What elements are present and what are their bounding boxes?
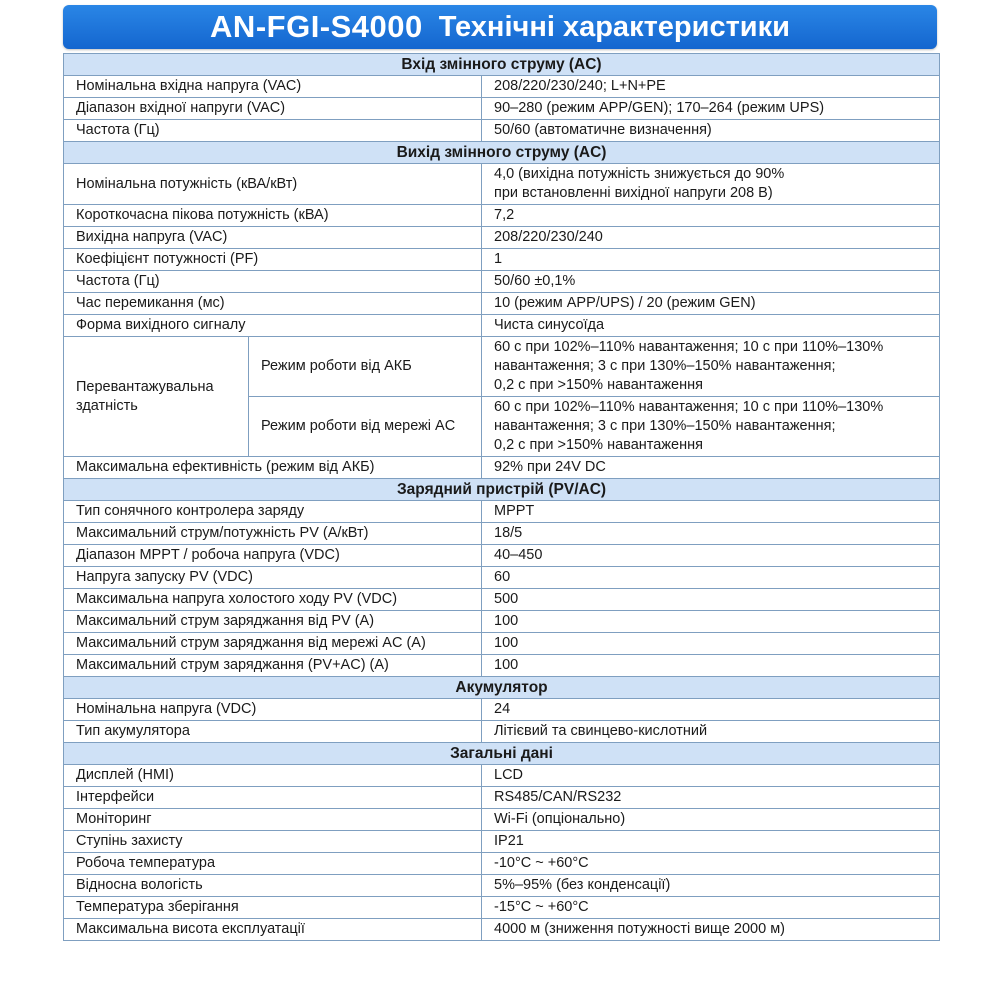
section-title: Зарядний пристрій (PV/AC) [64,479,940,501]
row-value: LCD [482,765,940,787]
table-row [64,897,940,919]
table-row [64,249,940,271]
row-label: Максимальний струм заряджання від мережі AC (А) [64,633,482,655]
table-row [64,98,940,120]
row-label: Максимальна ефективність (режим від АКБ) [64,457,482,479]
section-title: Акумулятор [64,677,940,699]
table-row [64,120,940,142]
table-row [64,853,940,875]
row-label: Вихідна напруга (VAC) [64,227,482,249]
row-value: Літієвий та свинцево-кислотний [482,721,940,743]
value-line: 0,2 с при >150% навантаження [494,377,703,393]
row-value: Чиста синусоїда [482,315,940,337]
section-header-ac-output [64,142,940,164]
overload-mode-value [482,337,940,397]
row-value: 208/220/230/240; L+N+PE [482,76,940,98]
table-row [64,227,940,249]
overload-mode-label: Режим роботи від АКБ [249,337,482,397]
row-label: Коефіцієнт потужності (PF) [64,249,482,271]
table-row [64,655,940,677]
row-value: 100 [482,655,940,677]
table-row [64,76,940,98]
row-value: 40–450 [482,545,940,567]
row-label: Дисплей (HMI) [64,765,482,787]
row-label: Форма вихідного сигналу [64,315,482,337]
table-row [64,875,940,897]
row-value: 100 [482,633,940,655]
row-label: Максимальний струм заряджання від PV (А) [64,611,482,633]
row-label: Номінальна вхідна напруга (VAC) [64,76,482,98]
row-value: 208/220/230/240 [482,227,940,249]
title-bar [63,5,937,49]
row-value: MPPT [482,501,940,523]
table-row [64,809,940,831]
row-label: Інтерфейси [64,787,482,809]
table-row [64,721,940,743]
table-row-overload-battery [64,337,940,397]
table-row [64,589,940,611]
row-label: Моніторинг [64,809,482,831]
row-value: 100 [482,611,940,633]
row-value: -10°C ~ +60°C [482,853,940,875]
overload-label [64,337,249,457]
row-value: 10 (режим APP/UPS) / 20 (режим GEN) [482,293,940,315]
overload-mode-value [482,397,940,457]
row-value: 50/60 ±0,1% [482,271,940,293]
row-value: 1 [482,249,940,271]
row-label: Максимальна висота експлуатації [64,919,482,941]
table-row [64,611,940,633]
table-row [64,545,940,567]
spec-table [63,53,940,941]
section-title: Вихід змінного струму (AC) [64,142,940,164]
section-header-general [64,743,940,765]
overload-label-line: здатність [76,397,138,414]
section-header-charger [64,479,940,501]
overload-mode-label: Режим роботи від мережі AC [249,397,482,457]
row-value: 60 [482,567,940,589]
section-header-ac-input [64,54,940,76]
table-row [64,831,940,853]
row-label: Робоча температура [64,853,482,875]
row-value: Wi-Fi (опціонально) [482,809,940,831]
row-label: Частота (Гц) [64,120,482,142]
row-value: 4000 м (зниження потужності вище 2000 м) [482,919,940,941]
table-row [64,205,940,227]
value-line: при встановленні вихідної напруги 208 В) [494,185,773,201]
row-value: 5%–95% (без конденсації) [482,875,940,897]
row-label: Час перемикання (мс) [64,293,482,315]
row-label: Діапазон вхідної напруги (VAC) [64,98,482,120]
row-label: Короткочасна пікова потужність (кВА) [64,205,482,227]
row-label: Частота (Гц) [64,271,482,293]
row-label: Напруга запуску PV (VDC) [64,567,482,589]
value-line: 60 с при 102%–110% навантаження; 10 с при 110%–130% [494,399,884,415]
table-row [64,567,940,589]
row-label: Максимальний струм/потужність PV (А/кВт) [64,523,482,545]
value-line: 60 с при 102%–110% навантаження; 10 с при 110%–130% [494,339,884,355]
row-value: -15°C ~ +60°C [482,897,940,919]
row-value: 50/60 (автоматичне визначення) [482,120,940,142]
section-header-battery [64,677,940,699]
value-line: 0,2 с при >150% навантаження [494,437,703,453]
table-row [64,457,940,479]
table-row [64,765,940,787]
page-title: Технічні характеристики [438,10,790,43]
row-label: Номінальна потужність (кВА/кВт) [64,164,482,205]
row-value: RS485/CAN/RS232 [482,787,940,809]
table-row [64,787,940,809]
row-label: Ступінь захисту [64,831,482,853]
table-row [64,699,940,721]
table-row [64,164,940,205]
value-line: 4,0 (вихідна потужність знижується до 90% [494,166,785,182]
overload-label-line: Перевантажувальна [76,378,214,395]
row-label: Температура зберігання [64,897,482,919]
table-row [64,315,940,337]
row-value: 500 [482,589,940,611]
row-label: Тип сонячного контролера заряду [64,501,482,523]
row-value: IP21 [482,831,940,853]
row-label: Тип акумулятора [64,721,482,743]
row-label: Діапазон MPPT / робоча напруга (VDC) [64,545,482,567]
row-label: Максимальний струм заряджання (PV+AC) (А) [64,655,482,677]
value-line: навантаження; 3 с при 130%–150% навантаження; [494,418,836,434]
row-value: 7,2 [482,205,940,227]
row-label: Максимальна напруга холостого ходу PV (VDC) [64,589,482,611]
value-line: навантаження; 3 с при 130%–150% навантаження; [494,358,836,374]
section-title: Вхід змінного струму (AC) [64,54,940,76]
table-row [64,293,940,315]
table-row [64,919,940,941]
table-row [64,633,940,655]
table-row [64,501,940,523]
row-value [482,164,940,205]
row-label: Відносна вологість [64,875,482,897]
row-value: 18/5 [482,523,940,545]
row-value: 24 [482,699,940,721]
row-value: 92% при 24V DC [482,457,940,479]
row-label: Номінальна напруга (VDC) [64,699,482,721]
table-row [64,271,940,293]
row-value: 90–280 (режим APP/GEN); 170–264 (режим UPS) [482,98,940,120]
model-name: AN-FGI-S4000 [210,9,423,44]
table-row [64,523,940,545]
section-title: Загальні дані [64,743,940,765]
